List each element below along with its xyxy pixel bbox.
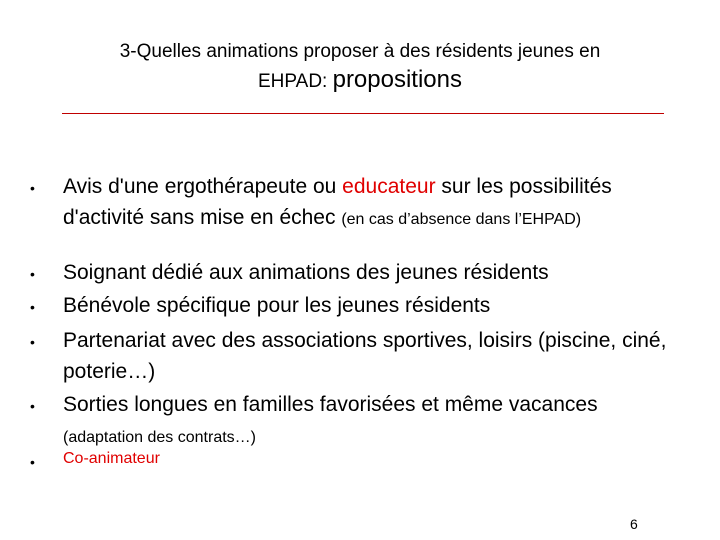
page-number: 6 xyxy=(630,516,638,532)
title-line-1: 3-Quelles animations proposer à des résidents jeunes en xyxy=(119,41,601,62)
item-highlight: educateur xyxy=(342,175,436,198)
item-note: (en cas d’absence dans l’EHPAD) xyxy=(341,211,582,228)
title-line-2-emphasis: propositions xyxy=(332,66,463,93)
list-item xyxy=(63,171,683,235)
bullet-icon: • xyxy=(30,334,35,350)
title-line-2-prefix: EHPAD: xyxy=(257,71,333,92)
list-item xyxy=(63,389,683,453)
list-item: Partenariat avec des associations sportives, loisirs (piscine, ciné, poterie…) xyxy=(63,329,667,383)
list-item: Soignant dédié aux animations des jeunes résidents xyxy=(63,261,549,284)
item-text: Sorties longues en familles favorisées et même vacances xyxy=(63,393,598,416)
bullet-icon: • xyxy=(30,398,35,414)
list-item: Bénévole spécifique pour les jeunes résidents xyxy=(63,294,491,317)
item-text: sur les possibilités d'activité sans mise en échec xyxy=(63,175,612,229)
bullet-icon: • xyxy=(30,454,35,470)
list-item: Co-animateur xyxy=(63,450,160,467)
bullet-icon: • xyxy=(30,266,35,282)
bullet-icon: • xyxy=(30,299,35,315)
item-note: (adaptation des contrats…) xyxy=(63,429,256,446)
item-text: Avis d'une ergothérapeute ou xyxy=(63,175,343,198)
bullet-icon: • xyxy=(30,180,35,196)
